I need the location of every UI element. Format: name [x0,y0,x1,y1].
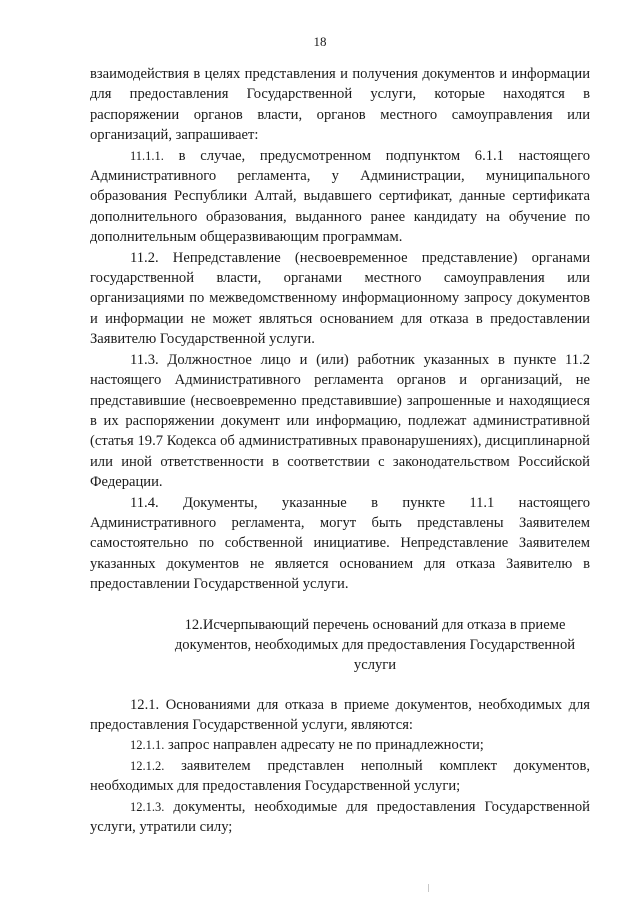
clause-text: запрос направлен адресату не по принадлежности; [168,737,484,754]
paragraph-12-1-1 [90,735,590,755]
clause-text: документы, необходимые для предоставления Государственной услуги, утратили силу; [90,798,590,835]
paragraph-11-3: 11.3. Должностное лицо и (или) работник указанных в пункте 11.2 настоящего Административного регламента органов и организаций, не представившие (несвоевременно представившие) запрошенные и находящиеся в их распоряжении документ или информацию, подлежат административной (статья 19.7 Кодекса об административных правонарушениях), дисциплинарной или иной ответственности в соответствии с законодательством Российской Федерации. [90,351,590,491]
clause-number: 12.1.3. [130,799,165,814]
paragraph-11-2: 11.2. Непредставление (несвоевременное представление) органами государственной власти, органами местного самоуправления или организациями по межведомственному информационному запросу документов и информации не может являться основанием для отказа в предоставлении Заявителю Государственной услуги. [90,249,590,348]
clause-text: заявителем представлен неполный комплект документов, необходимых для предоставления Государственной услуги; [90,757,590,795]
clause-number: 11.1.1. [130,148,164,163]
paragraph-11-4: 11.4. Документы, указанные в пункте 11.1 настоящего Административного регламента, могут быть представлены Заявителем самостоятельно по собственной инициативе. Непредставление Заявителем указанных документов не является основанием для отказа Заявителю в предоставлении Государственной услуги. [90,494,590,593]
scan-mark [428,884,429,892]
clause-text: в случае, предусмотренном подпунктом 6.1.1 настоящего Административного регламента, у Администрации, муниципального образования Республики Алтай, выдавшего сертификат, данные сертификата дополнительного образования, выданного ранее кандидату на обучение по дополнительным общеразвивающим программам. [90,147,590,246]
document-body [90,64,590,837]
clause-number: 12.1.1. [130,738,165,753]
paragraph-12-1-2 [90,756,590,797]
paragraph-12-1-3 [90,797,590,838]
paragraph-continuation: взаимодействия в целях представления и получения документов и информации для предоставления Государственной услуги, которые находятся в распоряжении органов власти, органов местного самоуправления или организаций, запрашивает: [90,66,590,144]
paragraph-12-1: 12.1. Основаниями для отказа в приеме документов, необходимых для предоставления Государственной услуги, являются: [90,696,590,733]
paragraph-11-1-1 [90,146,590,248]
section-heading-12: 12.Исчерпывающий перечень оснований для отказа в приеме документов, необходимых для предоставления Государственной услуги [174,616,576,673]
clause-number: 12.1.2. [130,758,165,773]
page-number: 18 [313,34,327,49]
